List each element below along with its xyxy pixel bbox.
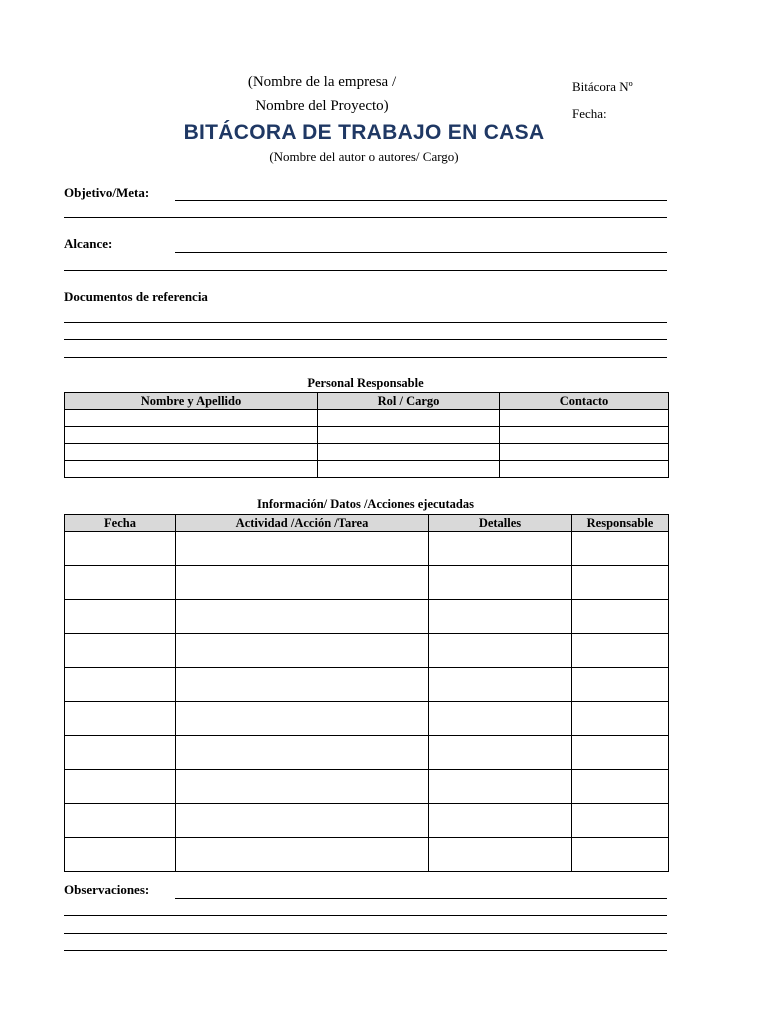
table-row <box>65 838 669 872</box>
table-row <box>65 461 669 478</box>
table-cell[interactable] <box>65 427 318 444</box>
table-cell[interactable] <box>572 804 669 838</box>
table-cell[interactable] <box>176 532 429 566</box>
column-header-details: Detalles <box>429 515 572 532</box>
table-row <box>65 410 669 427</box>
table-cell[interactable] <box>176 566 429 600</box>
table-cell[interactable] <box>65 600 176 634</box>
column-header-name: Nombre y Apellido <box>65 393 318 410</box>
table-cell[interactable] <box>500 427 669 444</box>
table-cell[interactable] <box>65 444 318 461</box>
table-cell[interactable] <box>176 668 429 702</box>
observations-line-2[interactable] <box>64 915 667 916</box>
table-cell[interactable] <box>429 702 572 736</box>
date-label: Fecha: <box>572 106 607 121</box>
table-cell[interactable] <box>176 600 429 634</box>
table-cell[interactable] <box>318 410 500 427</box>
table-cell[interactable] <box>176 804 429 838</box>
table-cell[interactable] <box>65 410 318 427</box>
table-row <box>65 736 669 770</box>
author-line: (Nombre del autor o autores/ Cargo) <box>269 149 459 164</box>
table-cell[interactable] <box>176 702 429 736</box>
observations-label: Observaciones: <box>64 882 150 897</box>
table-cell[interactable] <box>429 668 572 702</box>
table-row <box>65 770 669 804</box>
table-cell[interactable] <box>429 804 572 838</box>
table-cell[interactable] <box>65 532 176 566</box>
actions-table-caption: Información/ Datos /Acciones ejecutadas <box>257 497 474 511</box>
table-cell[interactable] <box>500 444 669 461</box>
objective-label: Objetivo/Meta: <box>64 185 150 200</box>
table-row <box>65 444 669 461</box>
scope-label: Alcance: <box>64 236 113 251</box>
table-cell[interactable] <box>176 838 429 872</box>
table-cell[interactable] <box>318 427 500 444</box>
table-cell[interactable] <box>65 702 176 736</box>
observations-line-3[interactable] <box>64 933 667 934</box>
table-cell[interactable] <box>65 566 176 600</box>
company-name-line: (Nombre de la empresa / <box>247 74 397 90</box>
table-cell[interactable] <box>65 461 318 478</box>
reference-docs-line-2[interactable] <box>64 339 667 340</box>
table-row <box>65 634 669 668</box>
project-name-line: Nombre del Proyecto) <box>255 98 389 114</box>
table-cell[interactable] <box>429 838 572 872</box>
table-cell[interactable] <box>572 600 669 634</box>
table-cell[interactable] <box>572 668 669 702</box>
table-cell[interactable] <box>318 461 500 478</box>
reference-docs-line-3[interactable] <box>64 357 667 358</box>
table-cell[interactable] <box>572 634 669 668</box>
bitacora-number-label: Bitácora Nº <box>572 79 633 94</box>
table-cell[interactable] <box>429 532 572 566</box>
table-cell[interactable] <box>65 804 176 838</box>
table-cell[interactable] <box>429 634 572 668</box>
table-row <box>65 668 669 702</box>
table-cell[interactable] <box>572 770 669 804</box>
table-cell[interactable] <box>318 444 500 461</box>
table-cell[interactable] <box>572 702 669 736</box>
table-cell[interactable] <box>65 736 176 770</box>
table-cell[interactable] <box>65 634 176 668</box>
table-cell[interactable] <box>65 770 176 804</box>
personal-table-caption: Personal Responsable <box>307 376 424 390</box>
reference-docs-line-1[interactable] <box>64 322 667 323</box>
table-row <box>65 600 669 634</box>
column-header-responsible: Responsable <box>572 515 669 532</box>
reference-docs-label: Documentos de referencia <box>64 289 208 304</box>
table-cell[interactable] <box>65 668 176 702</box>
table-row <box>65 566 669 600</box>
table-cell[interactable] <box>176 770 429 804</box>
table-row <box>65 804 669 838</box>
column-header-contact: Contacto <box>500 393 669 410</box>
table-cell[interactable] <box>429 566 572 600</box>
column-header-role: Rol / Cargo <box>318 393 500 410</box>
table-cell[interactable] <box>500 410 669 427</box>
table-cell[interactable] <box>429 770 572 804</box>
scope-input-line[interactable] <box>175 252 667 253</box>
table-cell[interactable] <box>176 634 429 668</box>
column-header-date: Fecha <box>65 515 176 532</box>
table-row <box>65 702 669 736</box>
personal-table <box>64 392 669 478</box>
table-cell[interactable] <box>176 736 429 770</box>
scope-input-line-2[interactable] <box>64 270 667 271</box>
table-row <box>65 532 669 566</box>
column-header-activity: Actividad /Acción /Tarea <box>176 515 429 532</box>
table-cell[interactable] <box>572 532 669 566</box>
page-title: BITÁCORA DE TRABAJO EN CASA <box>183 121 545 144</box>
objective-input-line-2[interactable] <box>64 217 667 218</box>
table-cell[interactable] <box>429 736 572 770</box>
table-cell[interactable] <box>572 566 669 600</box>
table-cell[interactable] <box>429 600 572 634</box>
table-cell[interactable] <box>500 461 669 478</box>
actions-table <box>64 514 669 872</box>
table-cell[interactable] <box>572 736 669 770</box>
observations-line-4[interactable] <box>64 950 667 951</box>
observations-line-1[interactable] <box>175 898 667 899</box>
table-cell[interactable] <box>572 838 669 872</box>
table-cell[interactable] <box>65 838 176 872</box>
table-row <box>65 427 669 444</box>
objective-input-line[interactable] <box>175 200 667 201</box>
